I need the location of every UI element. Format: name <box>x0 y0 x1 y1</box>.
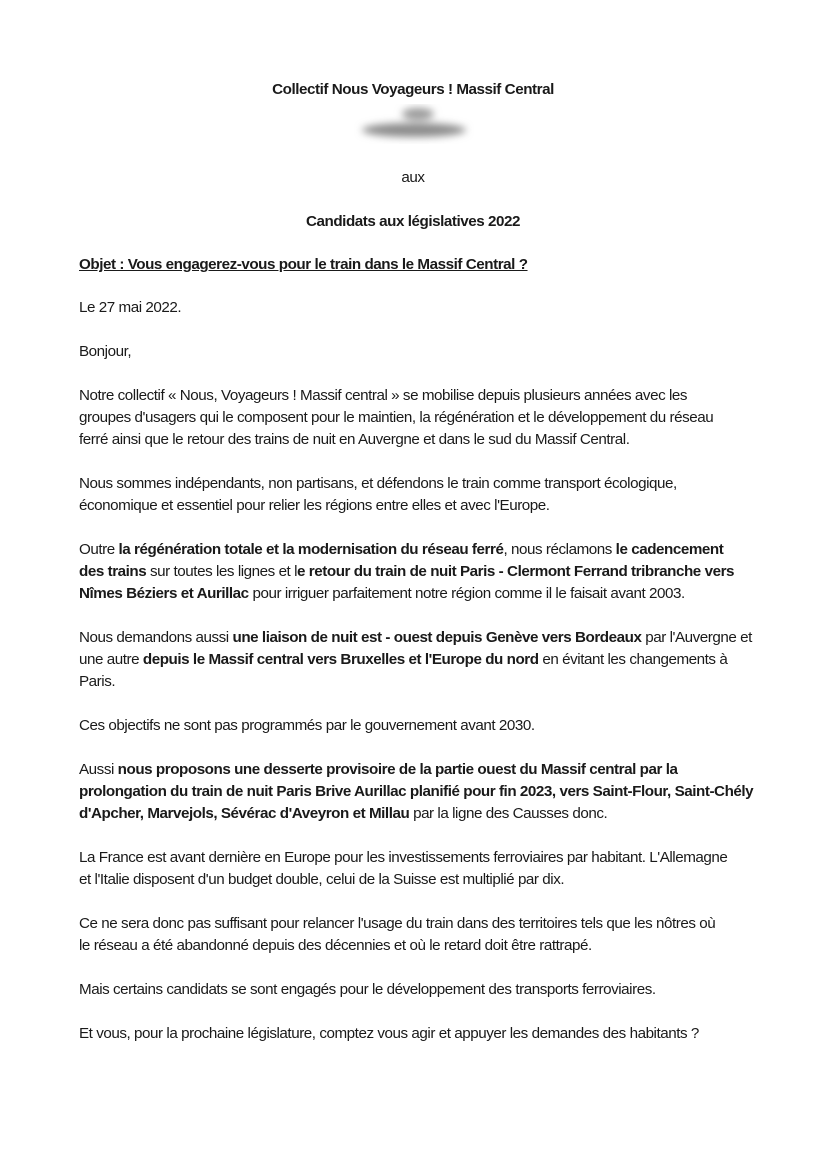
bold-text-run: depuis le Massif central vers Bruxelles et l'Europe du nord <box>142 651 539 668</box>
text-line <box>79 671 759 693</box>
text-line <box>79 781 759 803</box>
text-run: groupes d'usagers qui le composent pour le maintien, la régénération et le développement du réseau <box>79 409 714 426</box>
text-line <box>79 561 759 583</box>
text-run: Nous demandons aussi <box>79 629 233 646</box>
text-line <box>79 759 759 781</box>
text-run: Et vous, pour la prochaine législature, comptez vous agir et appuyer les demandes des habitants ? <box>79 1025 699 1042</box>
text-line <box>79 627 759 649</box>
text-run: Outre <box>79 541 119 558</box>
letter-date: Le 27 mai 2022. <box>79 299 182 316</box>
sender-heading: Collectif Nous Voyageurs ! Massif Central <box>272 81 554 98</box>
bold-text-run: prolongation du train de nuit Paris Brive Aurillac planifié pour fin 2023, vers Saint-Flour, Saint-Chély <box>79 783 754 800</box>
text-run: par la ligne des Causses donc. <box>409 805 608 822</box>
redacted-address-blur <box>352 104 476 144</box>
subject-line: Objet : Vous engagerez-vous pour le train dans le Massif Central ? <box>79 256 528 273</box>
text-line <box>79 539 759 561</box>
text-run: par l'Auvergne et <box>641 629 752 646</box>
text-run: et l'Italie disposent d'un budget double, celui de la Suisse est multiplié par dix. <box>79 871 565 888</box>
text-run: Notre collectif « Nous, Voyageurs ! Massif central » se mobilise depuis plusieurs années avec les <box>79 387 688 404</box>
text-line <box>79 935 759 957</box>
text-line <box>79 495 759 517</box>
recipients-heading: Candidats aux législatives 2022 <box>306 213 520 230</box>
text-run: Nous sommes indépendants, non partisans, et défendons le train comme transport écologique, <box>79 475 677 492</box>
bold-text-run: d'Apcher, Marvejols, Sévérac d'Aveyron et Millau <box>79 805 410 822</box>
text-run: Ce ne sera donc pas suffisant pour relancer l'usage du train dans des territoires tels que les nôtres où <box>79 915 716 932</box>
text-run: pour irriguer parfaitement notre région comme il le faisait avant 2003. <box>248 585 685 602</box>
text-line <box>79 715 759 737</box>
text-run: le réseau a été abandonné depuis des décennies et où le retard doit être rattrapé. <box>79 937 592 954</box>
text-run: , nous réclamons <box>503 541 616 558</box>
text-run: sur toutes les lignes et l <box>146 563 298 580</box>
text-line <box>79 385 759 407</box>
text-line <box>79 583 759 605</box>
bold-text-run: Nîmes Béziers et Aurillac <box>79 585 249 602</box>
text-run: une autre <box>79 651 143 668</box>
greeting: Bonjour, <box>79 343 132 360</box>
bold-text-run: e retour du train de nuit Paris - Clermont Ferrand tribranche vers <box>297 563 735 580</box>
text-run: en évitant les changements à <box>538 651 728 668</box>
bold-text-run: une liaison de nuit est - ouest depuis Genève vers Bordeaux <box>232 629 642 646</box>
text-line <box>79 979 759 1001</box>
text-line <box>79 913 759 935</box>
addressee-prefix: aux <box>401 169 425 186</box>
text-line <box>79 869 759 891</box>
text-line <box>79 649 759 671</box>
text-line <box>79 847 759 869</box>
text-run: Paris. <box>79 673 116 690</box>
bold-text-run: la régénération totale et la modernisation du réseau ferré <box>118 541 504 558</box>
text-line <box>79 429 759 451</box>
text-line <box>79 1023 759 1045</box>
text-line <box>79 407 759 429</box>
text-run: Aussi <box>79 761 118 778</box>
text-line <box>79 803 759 825</box>
bold-text-run: des trains <box>79 563 147 580</box>
text-run: La France est avant dernière en Europe pour les investissements ferroviaires par habitant. L'Allemagne <box>79 849 728 866</box>
text-line <box>79 473 759 495</box>
bold-text-run: le cadencement <box>615 541 724 558</box>
text-run: économique et essentiel pour relier les régions entre elles et avec l'Europe. <box>79 497 550 514</box>
text-run: Ces objectifs ne sont pas programmés par le gouvernement avant 2030. <box>79 717 535 734</box>
text-run: Mais certains candidats se sont engagés pour le développement des transports ferroviaires. <box>79 981 656 998</box>
bold-text-run: nous proposons une desserte provisoire de la partie ouest du Massif central par la <box>117 761 678 778</box>
text-run: ferré ainsi que le retour des trains de nuit en Auvergne et dans le sud du Massif Central. <box>79 431 630 448</box>
